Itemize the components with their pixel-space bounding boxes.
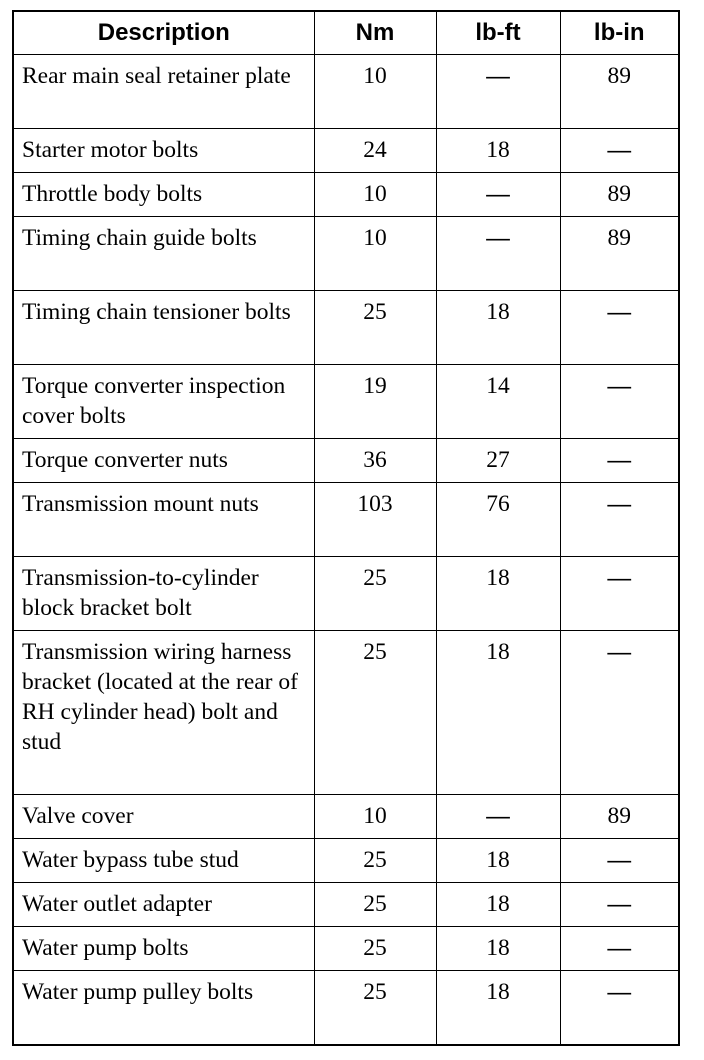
cell-lbin: — [560, 883, 679, 927]
cell-description: Starter motor bolts [13, 129, 314, 173]
header-lbft: lb-ft [436, 11, 560, 55]
cell-lbft: 18 [436, 883, 560, 927]
cell-lbft: 18 [436, 631, 560, 795]
cell-nm: 10 [314, 217, 436, 291]
table-row [13, 55, 679, 129]
cell-description: Water bypass tube stud [13, 839, 314, 883]
cell-lbin: — [560, 365, 679, 439]
table-row [13, 173, 679, 217]
cell-lbin: 89 [560, 173, 679, 217]
cell-description: Water outlet adapter [13, 883, 314, 927]
cell-description: Transmission wiring harness bracket (located at the rear of RH cylinder head) bolt and stud [13, 631, 314, 795]
table-row [13, 971, 679, 1045]
cell-nm: 25 [314, 631, 436, 795]
table-row [13, 217, 679, 291]
header-lbin: lb-in [560, 11, 679, 55]
cell-nm: 19 [314, 365, 436, 439]
cell-nm: 25 [314, 883, 436, 927]
cell-lbin: — [560, 557, 679, 631]
cell-lbin: 89 [560, 55, 679, 129]
cell-lbft: — [436, 217, 560, 291]
table-row [13, 883, 679, 927]
table-row [13, 291, 679, 365]
cell-nm: 103 [314, 483, 436, 557]
cell-nm: 25 [314, 927, 436, 971]
cell-description: Timing chain guide bolts [13, 217, 314, 291]
cell-lbin: — [560, 129, 679, 173]
cell-lbft: 18 [436, 839, 560, 883]
table-body [13, 55, 679, 1045]
cell-nm: 36 [314, 439, 436, 483]
table-row [13, 927, 679, 971]
header-nm: Nm [314, 11, 436, 55]
cell-lbft: — [436, 55, 560, 129]
cell-nm: 25 [314, 291, 436, 365]
cell-description: Water pump bolts [13, 927, 314, 971]
cell-lbin: — [560, 483, 679, 557]
cell-lbin: — [560, 927, 679, 971]
cell-lbin: 89 [560, 217, 679, 291]
cell-description: Timing chain tensioner bolts [13, 291, 314, 365]
cell-lbin: — [560, 439, 679, 483]
table-row [13, 839, 679, 883]
cell-lbin: — [560, 839, 679, 883]
cell-description: Transmission-to-cylinder block bracket bolt [13, 557, 314, 631]
cell-description: Rear main seal retainer plate [13, 55, 314, 129]
cell-lbin: — [560, 631, 679, 795]
table-row [13, 483, 679, 557]
table-row [13, 557, 679, 631]
cell-description: Water pump pulley bolts [13, 971, 314, 1045]
cell-lbft: 18 [436, 971, 560, 1045]
cell-nm: 10 [314, 173, 436, 217]
table-row [13, 439, 679, 483]
cell-description: Throttle body bolts [13, 173, 314, 217]
cell-nm: 25 [314, 557, 436, 631]
cell-lbin: 89 [560, 795, 679, 839]
table-row [13, 631, 679, 795]
cell-description: Valve cover [13, 795, 314, 839]
table-row [13, 129, 679, 173]
cell-lbft: 18 [436, 291, 560, 365]
header-description: Description [13, 11, 314, 55]
cell-lbft: 18 [436, 129, 560, 173]
table-row [13, 795, 679, 839]
table-row [13, 365, 679, 439]
cell-lbft: — [436, 795, 560, 839]
cell-lbft: 76 [436, 483, 560, 557]
cell-lbft: — [436, 173, 560, 217]
cell-lbft: 18 [436, 557, 560, 631]
torque-spec-table [12, 10, 680, 1046]
cell-description: Transmission mount nuts [13, 483, 314, 557]
cell-nm: 25 [314, 971, 436, 1045]
cell-nm: 10 [314, 795, 436, 839]
cell-description: Torque converter nuts [13, 439, 314, 483]
cell-lbft: 14 [436, 365, 560, 439]
cell-nm: 24 [314, 129, 436, 173]
cell-nm: 25 [314, 839, 436, 883]
cell-nm: 10 [314, 55, 436, 129]
cell-lbin: — [560, 971, 679, 1045]
cell-lbin: — [560, 291, 679, 365]
table-header-row [13, 11, 679, 55]
cell-lbft: 27 [436, 439, 560, 483]
cell-description: Torque converter inspection cover bolts [13, 365, 314, 439]
cell-lbft: 18 [436, 927, 560, 971]
